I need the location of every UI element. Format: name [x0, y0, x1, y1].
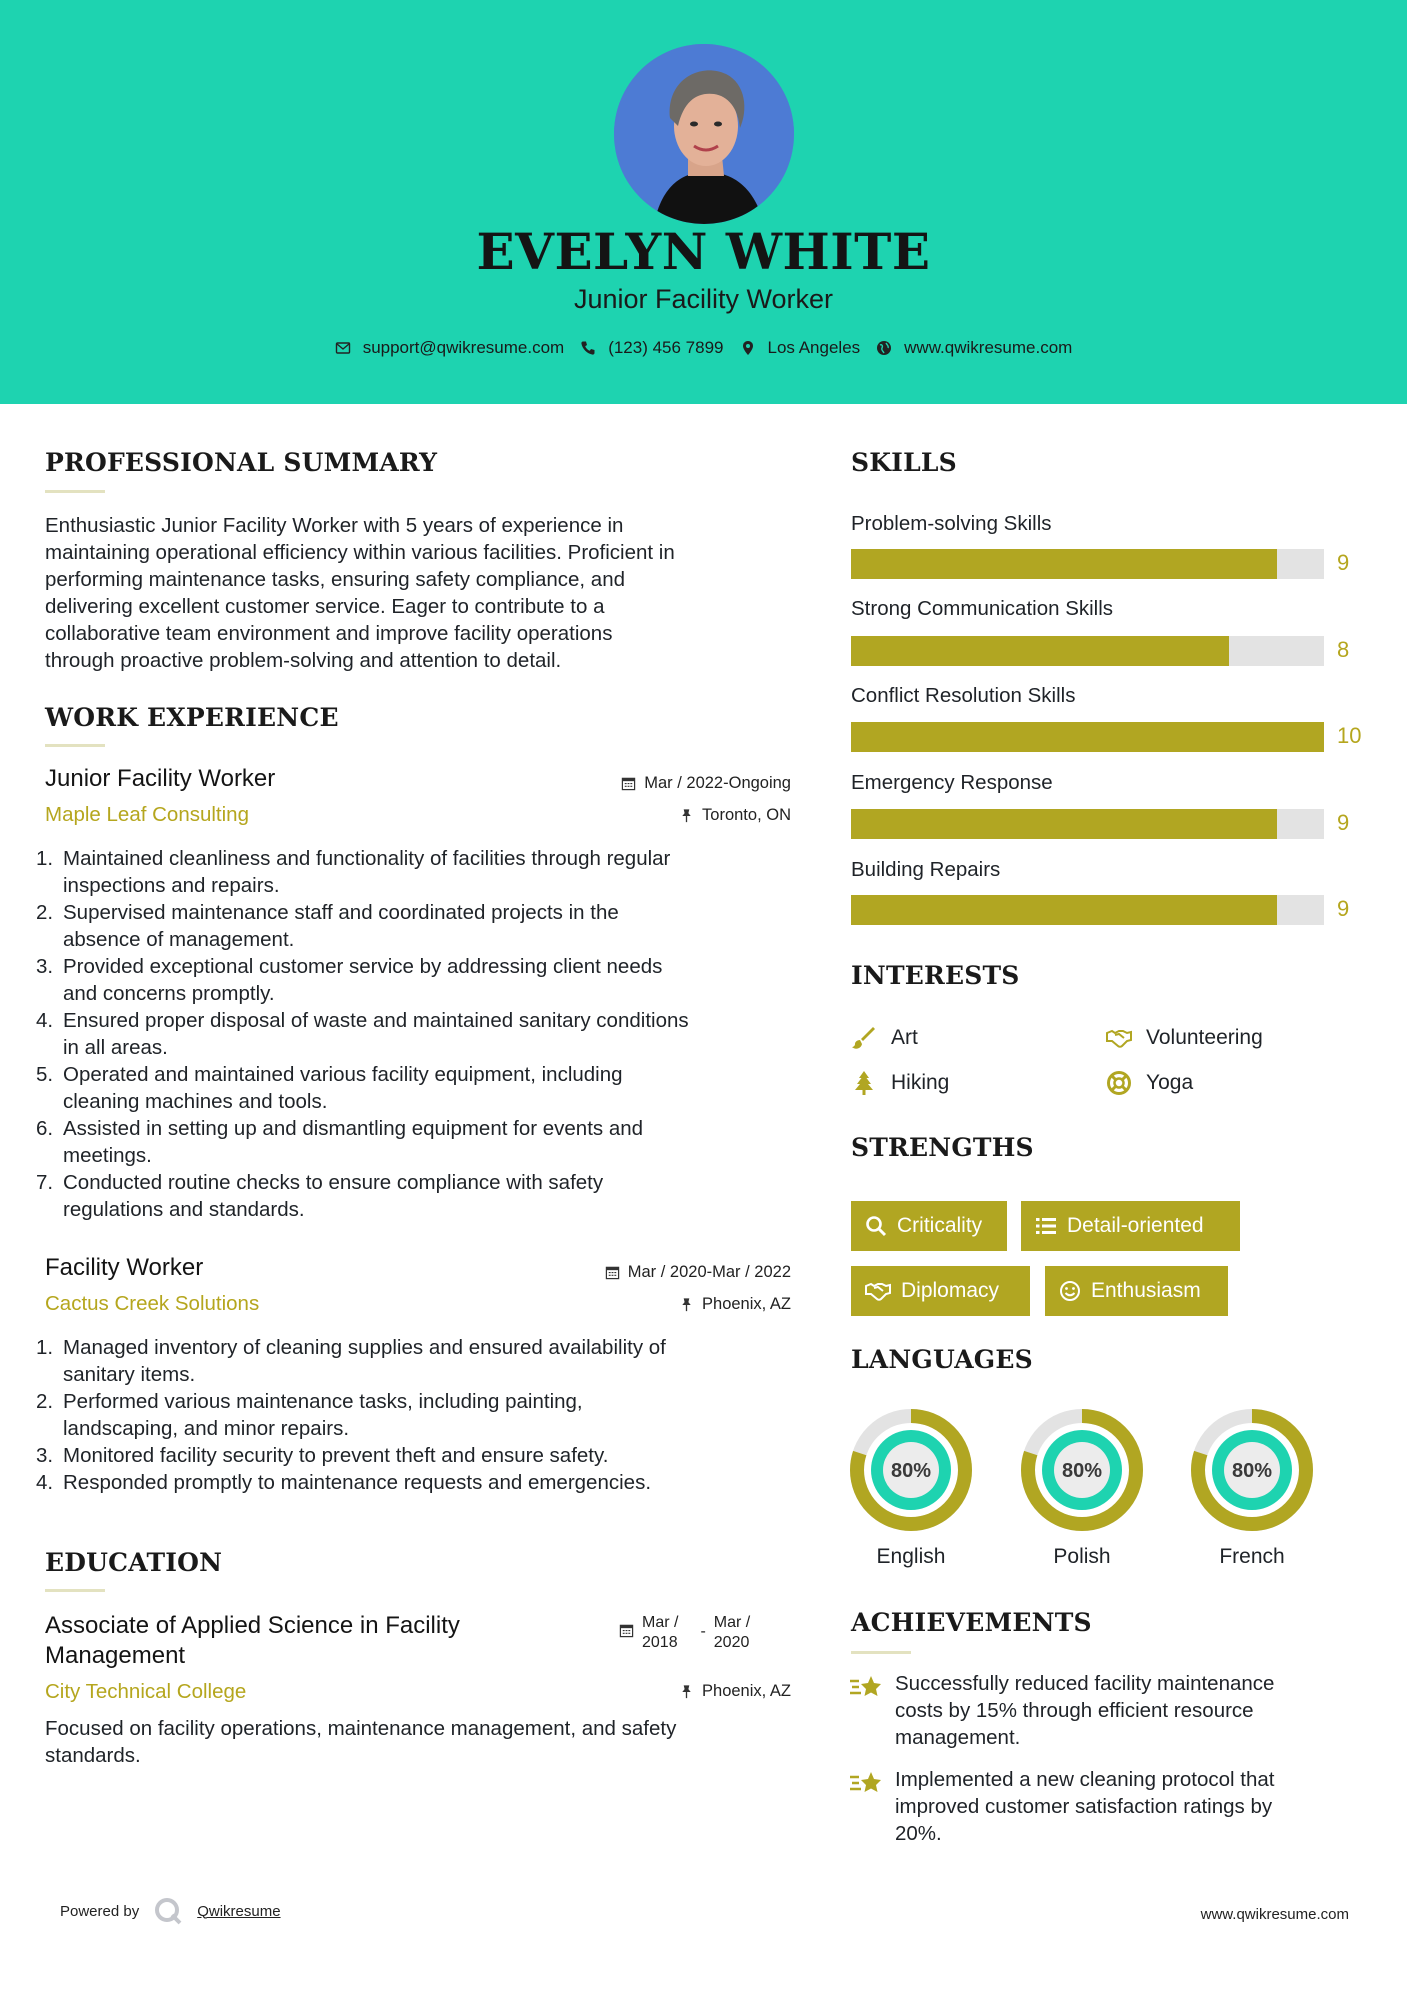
education-location-text: Phoenix, AZ [702, 1682, 791, 1700]
pushpin-icon [679, 808, 694, 823]
skill-bar [851, 809, 1324, 839]
strength-badge [851, 1201, 1007, 1251]
phone-text: (123) 456 7899 [608, 338, 724, 357]
job-duties-list [36, 845, 804, 1223]
list-icon [1035, 1215, 1057, 1237]
tree-icon [851, 1070, 877, 1096]
achievements-heading: ACHIEVEMENTS [851, 1608, 1092, 1637]
list-item: 6. Assisted in setting up and dismantling equipment for events and meetings. [36, 1117, 644, 1167]
brand-link[interactable]: Qwikresume [197, 1902, 281, 1920]
skill-bar [851, 722, 1324, 752]
contact-website[interactable] [876, 338, 1072, 358]
website-text: www.qwikresume.com [904, 338, 1073, 357]
company-name: Maple Leaf Consulting [45, 803, 249, 826]
footer-branding [60, 1896, 281, 1926]
school-name: City Technical College [45, 1680, 247, 1703]
phone-icon [580, 340, 596, 356]
skill-bar [851, 636, 1324, 666]
list-item: 1. Managed inventory of cleaning supplies and ensured availability of sanitary items. [36, 1336, 666, 1386]
interest-item [1106, 1070, 1193, 1096]
interest-item [851, 1025, 918, 1051]
job-dates [605, 1263, 791, 1282]
language-ring [1020, 1408, 1144, 1532]
summary-line: through proactive problem-solving and attention to detail. [45, 649, 562, 672]
summary-line: collaborative team environment and improve facility operations [45, 622, 613, 645]
education-description: Focused on facility operations, maintenance management, and safety standards. [45, 1717, 677, 1767]
calendar-icon [605, 1265, 620, 1280]
achievement-text: Successfully reduced facility maintenance costs by 15% through efficient resource management. [895, 1672, 1275, 1749]
interest-item [851, 1070, 949, 1096]
summary-text [45, 512, 675, 674]
education-underline [45, 1589, 105, 1592]
language-percent-label: 80% [1231, 1460, 1273, 1482]
language-percent-label: 80% [890, 1460, 932, 1482]
job-location-text: Phoenix, AZ [702, 1295, 791, 1313]
language-donut [1190, 1408, 1314, 1532]
summary-line: delivering excellent customer service. Eager to contribute to a [45, 595, 605, 618]
contact-email[interactable] [335, 338, 565, 358]
list-item: 3. Provided exceptional customer service by addressing client needs and concerns promptly. [36, 955, 663, 1005]
achievement-item [849, 1766, 1274, 1847]
language-ring [1190, 1408, 1314, 1532]
list-item: 4. Ensured proper disposal of waste and maintained sanitary conditions in all areas. [36, 1009, 689, 1059]
skill-bar-fill [851, 636, 1229, 666]
footer-website[interactable]: www.qwikresume.com [1200, 1906, 1349, 1923]
contact-bar [0, 338, 1407, 358]
summary-line: maintaining operational efficiency within various facilities. Proficient in [45, 541, 675, 564]
skill-score: 9 [1337, 896, 1350, 921]
job-location [679, 1295, 791, 1314]
lifebuoy-icon [1106, 1070, 1132, 1096]
location-text: Los Angeles [767, 338, 861, 357]
education-dates [619, 1613, 750, 1653]
education-start: Mar / 2018 [642, 1614, 679, 1651]
shooting-star-icon [849, 1672, 883, 1702]
envelope-icon [335, 340, 351, 356]
language-donut [849, 1408, 973, 1532]
education-heading: EDUCATION [45, 1548, 223, 1577]
map-pin-icon [740, 340, 756, 356]
contact-phone[interactable] [580, 338, 723, 358]
skill-bar-fill [851, 722, 1324, 752]
strength-badge [1021, 1201, 1240, 1251]
job-title: Facility Worker [45, 1254, 204, 1281]
list-item: 4. Responded promptly to maintenance requests and emergencies. [36, 1471, 652, 1494]
summary-line: Enthusiastic Junior Facility Worker with 5 years of experience in [45, 514, 624, 537]
list-item: 3. Monitored facility security to prevent theft and ensure safety. [36, 1444, 609, 1467]
job-location-text: Toronto, ON [702, 806, 791, 824]
list-item: 2. Performed various maintenance tasks, including painting, landscaping, and minor repairs. [36, 1390, 583, 1440]
experience-underline [45, 744, 105, 747]
achievement-text: Implemented a new cleaning protocol that improved customer satisfaction ratings by 20%. [895, 1768, 1275, 1845]
list-item: 5. Operated and maintained various facility equipment, including cleaning machines and tools. [36, 1063, 623, 1113]
job-duties-list [36, 1334, 804, 1496]
strength-badge [851, 1266, 1030, 1316]
skill-bar-fill [851, 895, 1277, 925]
summary-line: performing maintenance tasks, ensuring safety compliance, and [45, 568, 626, 591]
skill-score: 10 [1337, 723, 1362, 748]
job-dates-text: Mar / 2020-Mar / 2022 [627, 1263, 791, 1281]
skill-bar-fill [851, 809, 1277, 839]
education-end: Mar / 2020 [713, 1614, 751, 1651]
calendar-icon [621, 776, 636, 791]
job-location [679, 806, 791, 825]
interest-label: Yoga [1146, 1071, 1194, 1094]
strength-label: Enthusiasm [1091, 1279, 1201, 1302]
interest-item [1106, 1025, 1263, 1051]
language-percent-label: 80% [1061, 1460, 1103, 1482]
email-text: support@qwikresume.com [362, 338, 565, 357]
skill-bar [851, 895, 1324, 925]
list-item: 2. Supervised maintenance staff and coordinated projects in the absence of management. [36, 901, 619, 951]
interest-label: Art [891, 1026, 918, 1049]
skill-label: Emergency Response [851, 771, 1053, 794]
job-dates-text: Mar / 2022-Ongoing [644, 774, 791, 792]
degree-line: Management [45, 1642, 186, 1669]
skill-label: Conflict Resolution Skills [851, 684, 1076, 707]
list-item: 7. Conducted routine checks to ensure compliance with safety regulations and standards. [36, 1171, 604, 1221]
interest-label: Hiking [891, 1071, 950, 1094]
qwikresume-logo-icon [153, 1896, 183, 1926]
shooting-star-icon [849, 1768, 883, 1798]
skill-label: Problem-solving Skills [851, 512, 1052, 535]
skill-label: Building Repairs [851, 858, 1001, 881]
strength-label: Diplomacy [901, 1279, 1000, 1302]
date-separator: - [700, 1623, 706, 1640]
achievements-underline [851, 1651, 911, 1654]
handshake-icon [865, 1280, 891, 1302]
strength-label: Criticality [897, 1214, 983, 1237]
pushpin-icon [679, 1684, 694, 1699]
languages-heading: LANGUAGES [851, 1345, 1033, 1374]
resume-header [0, 0, 1407, 404]
language-name: English [876, 1545, 946, 1568]
strengths-heading: STRENGTHS [851, 1133, 1034, 1162]
interest-label: Volunteering [1146, 1026, 1263, 1049]
handshake-icon [1106, 1025, 1132, 1051]
skill-score: 9 [1337, 550, 1350, 575]
language-donut [1020, 1408, 1144, 1532]
contact-location [740, 338, 861, 358]
language-ring [849, 1408, 973, 1532]
strength-badge [1045, 1266, 1228, 1316]
skill-label: Strong Communication Skills [851, 597, 1114, 620]
skill-score: 8 [1337, 637, 1350, 662]
portrait-image [614, 44, 794, 224]
summary-underline [45, 490, 105, 493]
skill-score: 9 [1337, 810, 1350, 835]
experience-heading: WORK EXPERIENCE [45, 703, 339, 732]
interests-heading: INTERESTS [851, 961, 1020, 990]
skill-bar-fill [851, 549, 1277, 579]
calendar-icon [619, 1623, 634, 1638]
list-item: 1. Maintained cleanliness and functionality of facilities through regular inspections and repairs. [36, 847, 671, 897]
achievement-item [849, 1670, 1274, 1751]
paintbrush-icon [851, 1025, 877, 1051]
education-location [679, 1682, 791, 1701]
skills-heading: SKILLS [851, 448, 957, 477]
job-dates [621, 774, 791, 793]
globe-icon [876, 340, 892, 356]
avatar [614, 44, 794, 224]
language-name: French [1219, 1545, 1285, 1568]
language-name: Polish [1053, 1545, 1111, 1568]
powered-by-label: Powered by [60, 1902, 140, 1920]
skill-bar [851, 549, 1324, 579]
pushpin-icon [679, 1297, 694, 1312]
candidate-title: Junior Facility Worker [573, 284, 834, 314]
company-name: Cactus Creek Solutions [45, 1292, 260, 1315]
job-title: Junior Facility Worker [45, 765, 276, 792]
strength-label: Detail-oriented [1067, 1214, 1204, 1237]
candidate-name: EVELYN WHITE [476, 222, 931, 281]
smile-icon [1059, 1280, 1081, 1302]
degree-line: Associate of Applied Science in Facility [45, 1612, 460, 1639]
summary-heading: PROFESSIONAL SUMMARY [45, 448, 438, 477]
degree-title [45, 1611, 460, 1671]
search-icon [865, 1215, 887, 1237]
